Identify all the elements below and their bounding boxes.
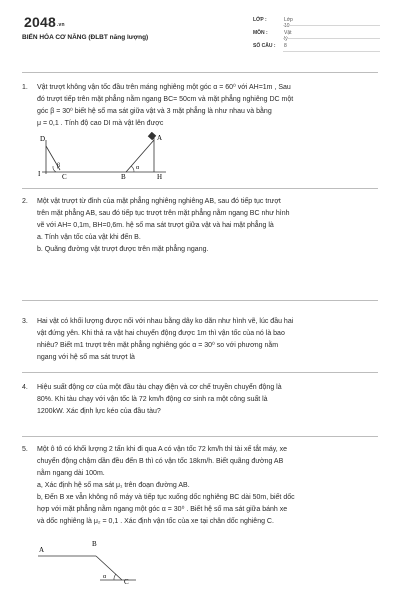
site-logo[interactable] [24, 14, 65, 30]
question-3 [22, 316, 382, 364]
question-4 [22, 382, 382, 418]
meta-label: SỐ CÂU : [253, 43, 276, 49]
question-number: 5. [22, 446, 28, 453]
meta-label: MÔN : [253, 30, 268, 36]
figure-label: A [157, 134, 163, 142]
meta-value: 8 [284, 43, 287, 49]
question-text-line: Một vật trượt từ đỉnh của mặt phẳng nghiêng nghiêng AB, sau đó tiếp tục trượt [37, 198, 281, 205]
question-text-line: a. Tính vận tốc của vật khi đến B. [37, 234, 141, 241]
question-text-line: b, Đến B xe vẫn không nổ máy và tiếp tục xuống dốc nghiêng BC dài 50m, biết dốc [37, 494, 295, 501]
question-text-line: nhiêu? Biết m1 trượt trên mặt phẳng nghiêng góc α = 30⁰ so với phương nằm [37, 342, 279, 349]
question-text-line: đó trượt tiếp trên mặt phẳng nằm ngang BC= 50cm và mặt phẳng nghiêng DC một [37, 96, 294, 103]
angle-alpha-arc [114, 574, 116, 580]
question-text-line: hợp với mặt phẳng nằm ngang một góc α = 30⁰ . Biết hệ số ma sát giữa bánh xe [37, 506, 288, 513]
question-text-line: trên mặt phẳng AB, sau đó tiếp tục trượt trên mặt phẳng nằm ngang BC như hình [37, 210, 290, 217]
question-text-line: vật đứng yên. Khi thả ra vật hai chuyển động được 1m thì vận tốc của nó là bao [37, 330, 285, 337]
question-text-line: b. Quãng đường vật trượt được trên mặt phẳng ngang. [37, 246, 209, 253]
figure-label: α [103, 574, 107, 580]
angle-alpha-arc [131, 166, 134, 172]
figure-label: B [121, 173, 126, 180]
meta-divider [283, 38, 380, 39]
figure-label: β [57, 163, 61, 169]
question-text-line: μ = 0,1 . Tính độ cao DI mà vật lên được [37, 120, 164, 127]
section-divider [22, 436, 378, 437]
meta-value: Lớp 10 [284, 17, 293, 29]
question-text-line: ngang với hệ số ma sát trượt là [37, 354, 135, 361]
question-number: 3. [22, 318, 28, 325]
slope-bc [96, 556, 122, 580]
question-text-line: 1200kW. Xác định lực kéo của đầu tàu? [37, 408, 161, 415]
block-icon [148, 132, 156, 140]
question-text-line: Vật trượt không vận tốc đầu trên máng nghiêng một góc α = 60⁰ với AH=1m , Sau [37, 84, 291, 91]
question-number: 2. [22, 198, 28, 205]
question-1-figure [36, 132, 176, 180]
document-title: BIẾN HÓA CƠ NĂNG (ĐLBT năng lượng) [22, 34, 149, 41]
figure-label: α [136, 165, 140, 171]
question-5 [22, 444, 382, 528]
figure-label: A [39, 546, 45, 554]
figure-label: C [124, 578, 129, 586]
page-header [0, 0, 400, 62]
question-text-line: góc β = 30⁰ biết hệ số ma sát giữa vật và 3 mặt phẳng là như nhau và bằng [37, 108, 272, 115]
meta-divider [283, 51, 380, 52]
question-number: 1. [22, 84, 28, 91]
question-number: 4. [22, 384, 28, 391]
section-divider [22, 72, 378, 73]
question-text-line: a, Xác định hệ số ma sát μ₁ trên đoạn đường AB. [37, 482, 190, 489]
section-divider [22, 188, 378, 189]
meta-value: Vật lý [284, 30, 292, 42]
question-text-line: 80%. Khi tàu chạy với vận tốc là 72 km/h động cơ sinh ra một công suất là [37, 396, 268, 403]
figure-label: C [62, 173, 67, 180]
logo-suffix: .vn [56, 22, 65, 28]
question-2 [22, 196, 382, 256]
section-divider [22, 300, 378, 301]
question-text-line: Một ô tô có khối lượng 2 tấn khi đi qua A có vận tốc 72 km/h thì tài xế tắt máy, xe [37, 446, 288, 453]
logo-text: 2048 [24, 14, 56, 30]
question-5-figure [36, 540, 146, 590]
question-text-line: vẽ với AH= 0,1m, BH=0,6m. hệ số ma sát trượt giữa vật và hai mặt phẳng là [37, 222, 274, 229]
question-text-line: nằm ngang dài 100m. [37, 470, 105, 477]
incline-ab [126, 140, 154, 172]
question-text-line: Hai vật có khối lượng được nối với nhau bằng dây ko dãn như hình vẽ, lúc đầu hai [37, 318, 294, 325]
section-divider [22, 372, 378, 373]
angle-beta-arc [53, 166, 56, 172]
question-text-line: chuyển động chậm dần đều đến B thì có vận tốc 18km/h. Biết quãng đường AB [37, 458, 284, 465]
meta-label: LỚP : [253, 17, 267, 23]
question-text-line: Hiệu suất động cơ của một đầu tàu chạy điện và cơ chế truyền chuyển động là [37, 384, 282, 391]
question-1 [22, 82, 382, 130]
figure-label: I [38, 170, 41, 178]
figure-label: H [157, 173, 163, 180]
meta-divider [283, 25, 380, 26]
figure-label: D [40, 135, 46, 143]
figure-label: B [92, 540, 97, 548]
question-text-line: và dốc nghiêng là μ₂ = 0,1 . Xác định vận tốc của xe tại chân dốc nghiêng C. [37, 518, 274, 525]
